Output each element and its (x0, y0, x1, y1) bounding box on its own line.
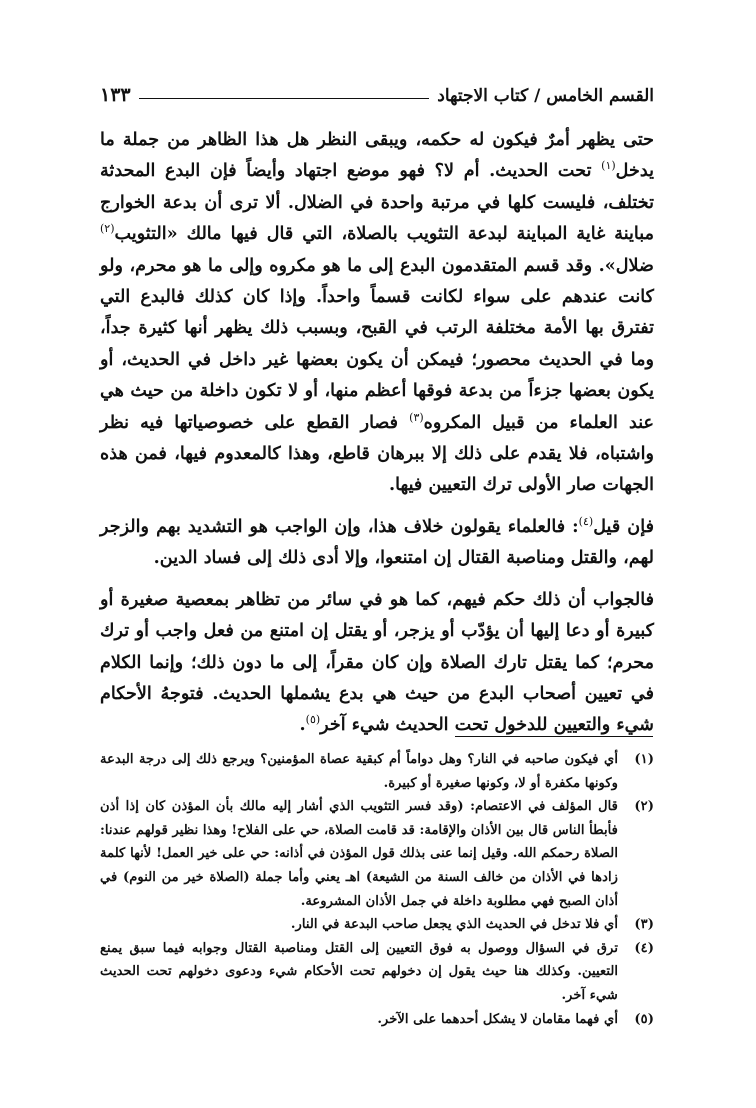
footnote-text: أي فلا تدخل في الحديث الذي يجعل صاحب البدعة في النار. (290, 917, 618, 933)
text-run: تحت الحديث. أم لا؟ فهو موضع اجتهاد وأيضاً فإن البدع المحدثة تختلف، فليست كلها في مرتبة واحدة في الضلال. ألا ترى أن بدعة الخوارج مباينة غاية المباينة لبدعة التثويب بالصلاة، التي قال فيها مالك «التثويب (100, 160, 654, 245)
text-run: . (299, 714, 306, 736)
text-run: فالجواب أن ذلك حكم فيهم، كما هو في سائر من تظاهر بمعصية صغيرة أو كبيرة أو دعا إليها أن يؤدّب أو يزجر، أو يقتل إن امتنع من فعل واجب أو ترك محرم؛ كما يقتل تارك الصلاة وإن كان مقراً، إلى ما دون ذلك؛ وإنما الكلام في تعيين أصحاب البدع من حيث هي بدع يشملها الحديث. فتوجهُ الأحكام شيء والتعيين للدخول تحت الحديث شيء آخر (100, 588, 654, 736)
text-run: : فالعلماء يقولون خلاف هذا، وإن الواجب هو التشديد بهم والزجر لهم، والقتل ومناصبة القتال إن امتنعوا، وإلا أدى ذلك إلى فساد الدين. (100, 515, 654, 569)
footnote-4 (100, 937, 654, 1008)
footnote-number: (٣) (634, 917, 654, 933)
footnote-2 (100, 795, 654, 913)
footnote-text: أي فيكون صاحبه في النار؟ وهل دواماً أم كبقية عصاة المؤمنين؟ ويرجع ذلك إلى درجة البدعة وكونها مكفرة أو لا، وكونها صغيرة أو كبيرة. (100, 752, 618, 791)
footnote-3 (100, 913, 654, 937)
text-run: فإن قيل (593, 515, 654, 537)
footnote-number: (٥) (634, 1011, 654, 1027)
footnote-ref-3: (٣) (409, 410, 424, 424)
footnotes (100, 748, 654, 1031)
page-number: ١٣٣ (100, 84, 131, 106)
paragraph-3 (100, 584, 654, 741)
text-run: ضلال». وقد قسم المتقدمون البدع إلى ما هو مكروه وإلى ما هو محرم، ولو كانت عندهم على سواء لكانت قسماً واحداً. وإذا كان كذلك فالبدع التي تفترق بها الأمة مختلفة الرتب في القبح، وبسبب ذلك يظهر أنها كثيرة جداً، وما في الحديث محصور؛ فيمكن أن يكون بعضها غير داخل في الحديث، أو يكون بعضها جزءاً من بدعة فوقها أعظم منها، أو لا تكون داخلة من حيث هي عند العلماء من قبيل المكروه (100, 254, 655, 433)
footnote-5 (100, 1008, 654, 1032)
text-run: حتى يظهر أمرٌ فيكون له حكمه، ويبقى النظر هل هذا الظاهر من جملة ما يدخل (100, 129, 654, 182)
footnote-ref-1: (١) (601, 159, 616, 173)
text-run: فصار القطع على خصوصياتها فيه نظر واشتباه، فلا يقدم على ذلك إلا ببرهان قاطع، وهذا كالمعدوم فيها، فمن هذه الجهات صار الأولى ترك التعيين فيها. (100, 411, 654, 496)
paragraph-2 (100, 511, 654, 574)
footnote-ref-4: (٤) (578, 515, 594, 529)
paragraph-1 (100, 124, 654, 501)
section-title: القسم الخامس / كتاب الاجتهاد (437, 86, 654, 106)
footnote-text: قال المؤلف في الاعتصام: (وقد فسر التثويب الذي أشار إليه مالك بأن المؤذن كان إذا أذن فأبطأ الناس قال بين الأذان والإقامة: قد قامت الصلاة، حي على الفلاح! وهذا نظير قولهم عندنا: الصلاة رحمكم الله. وقيل إنما عنى بذلك قول المؤذن في أذانه: حي على خير العمل! لأنها كلمة زادها في الأذان من خالف السنة من الشيعة) اهـ يعني وأما جملة (الصلاة خير من النوم) في أذان الصبح فهي مطلوبة داخلة في جمل الأذان المشروعة. (100, 799, 618, 909)
footnote-1 (100, 748, 654, 795)
footnote-number: (٢) (634, 799, 654, 815)
footnote-ref-2: (٢) (100, 222, 115, 236)
footnote-text: ترق في السؤال ووصول به فوق التعيين إلى القتل ومناصبة القتال وجوابه فيما سبق يمنع التعيين. وكذلك هنا حيث يقول إن دخولهم تحت الأحكام شيء ودعوى دخولهم تحت الحديث شيء آخر. (100, 940, 618, 1003)
header-rule (139, 98, 430, 99)
running-header (100, 76, 654, 106)
footnote-number: (١) (634, 752, 654, 767)
footnote-text: أي فهما مقامان لا يشكل أحدهما على الآخر. (377, 1011, 618, 1027)
footnote-ref-5: (٥) (305, 713, 321, 727)
footnote-number: (٤) (634, 940, 654, 956)
footnote-divider (455, 736, 653, 737)
main-text (100, 124, 654, 741)
